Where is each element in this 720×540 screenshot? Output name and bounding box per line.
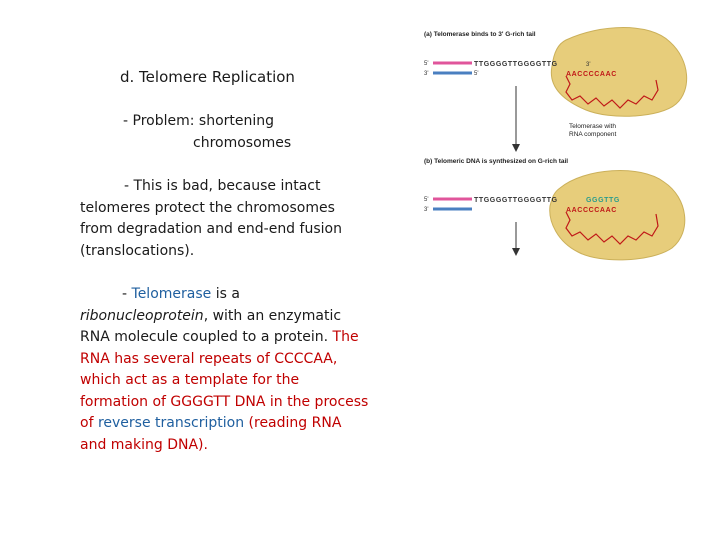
arrow-head-2 (512, 248, 520, 256)
label-5prime-bottom-a: 5' (474, 71, 479, 77)
problem-line-1: - Problem: shortening (123, 113, 275, 129)
telomerase-term: Telomerase (131, 286, 212, 302)
label-3prime-tail-a: 3' (586, 62, 591, 68)
reverse-transcription-term: reverse transcription (97, 415, 245, 431)
arrow-label-line-1: Telomerase with (569, 123, 616, 130)
panel-b-title: (b) Telomeric DNA is synthesized on G-rich tail (424, 158, 569, 165)
problem-line-2: chromosomes (193, 134, 292, 151)
label-5prime-top-b: 5' (424, 197, 429, 203)
protection-text: - This is bad, because intact telomeres protect the chromosomes from degradation and end-end fusion (translocations). (80, 178, 342, 259)
newly-synthesized-dna-b: GGGTTG (586, 197, 620, 204)
arrow-label-line-2: RNA component (569, 131, 617, 138)
telomerase-enzyme-b (550, 171, 685, 260)
rna-template-sentence: The RNA has several repeats of CCCCAA, which act as a template for the formation of GGGGTT DNA in the process of (80, 329, 369, 431)
label-5prime-top-a: 5' (424, 61, 429, 67)
label-3prime-bottom-b: 3' (424, 207, 429, 213)
dna-g-rich-sequence-a: TTGGGGTTGGGGTTG (474, 61, 558, 68)
ribonucleoprotein-term: ribonucleoprotein (80, 307, 204, 324)
dna-g-rich-sequence-b: TTGGGGTTGGGGTTG (474, 197, 558, 204)
rna-sequence-b: AACCCCAAC (566, 207, 617, 214)
panel-a-title: (a) Telomerase binds to 3' G-rich tail (424, 31, 536, 38)
closing-text: (reading RNA and making DNA). (80, 415, 342, 453)
label-3prime-bottom-a: 3' (424, 71, 429, 77)
text-fragment: is a (211, 286, 240, 302)
bullet-dash: - (122, 286, 132, 302)
arrow-head-1 (512, 144, 520, 152)
rna-sequence-a: AACCCCAAC (566, 71, 617, 78)
text-fragment: , with an enzymatic RNA molecule coupled to a protein. (80, 307, 342, 345)
slide-heading: d. Telomere Replication (120, 68, 295, 86)
